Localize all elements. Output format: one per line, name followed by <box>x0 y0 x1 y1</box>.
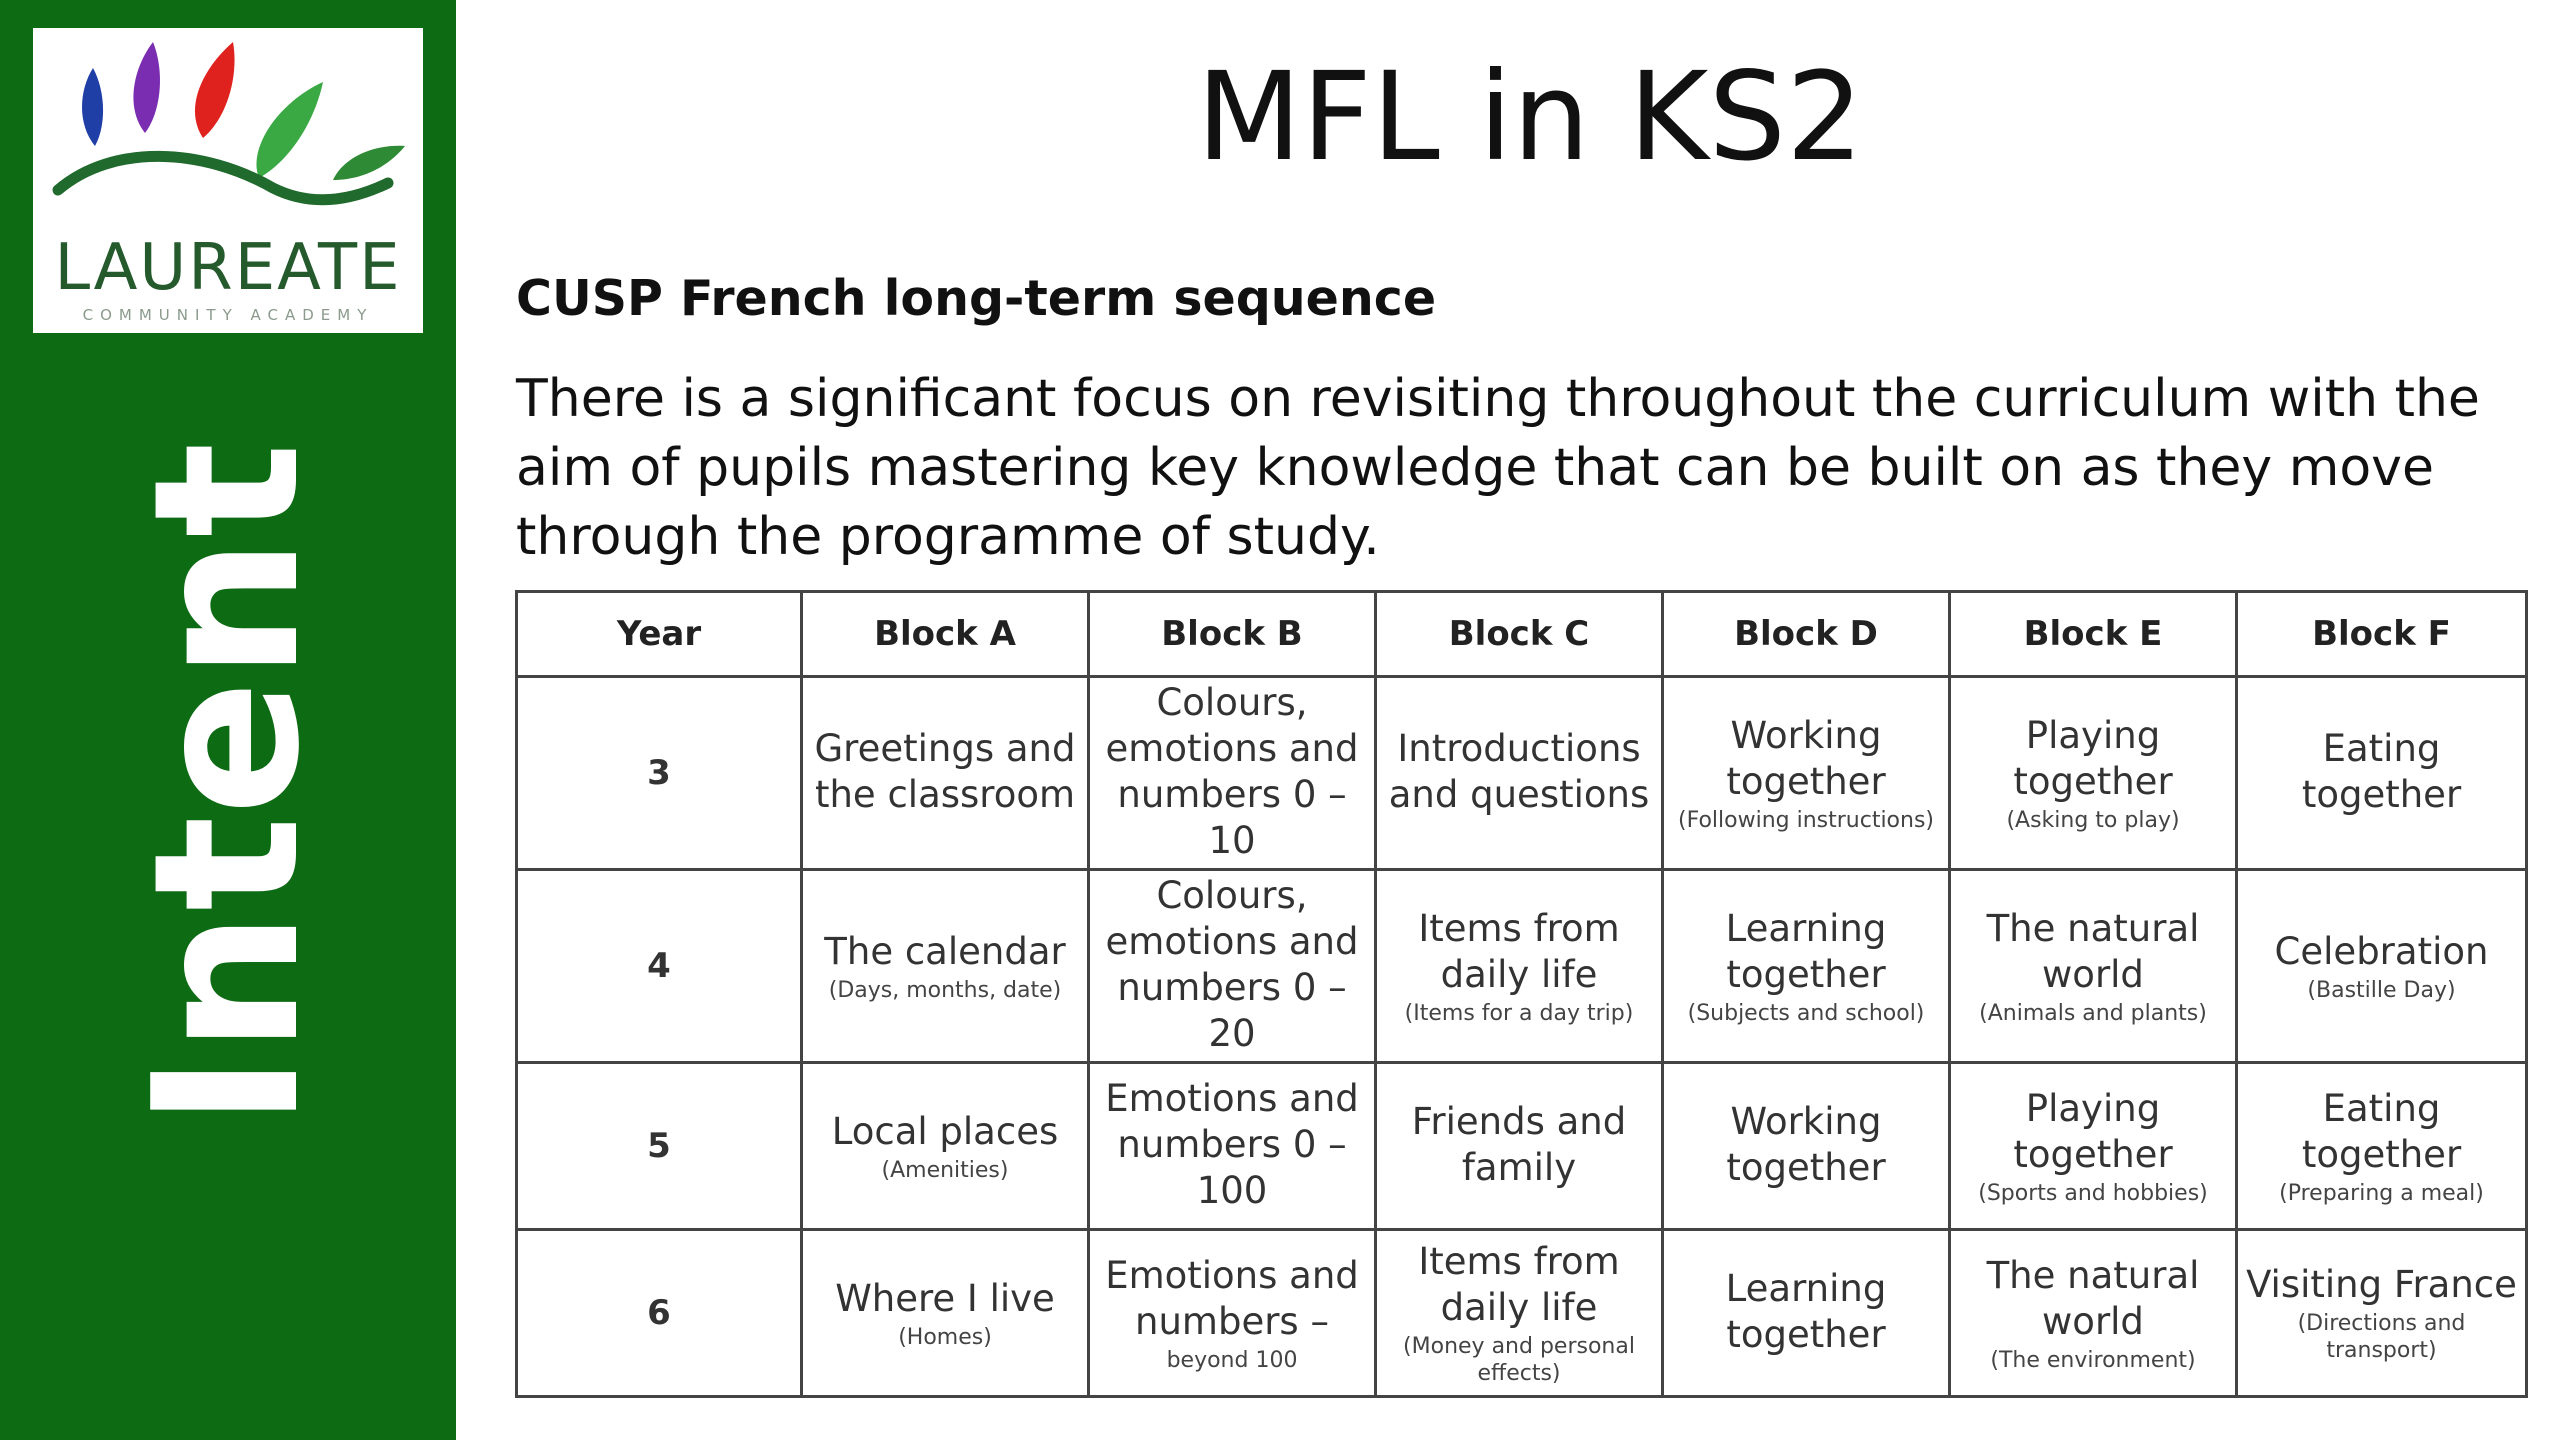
cell-title: Visiting France <box>2246 1263 2517 1306</box>
cell-note: (Subjects and school) <box>1687 1000 1925 1026</box>
year-cell: 6 <box>517 1230 802 1397</box>
year-cell: 4 <box>517 870 802 1063</box>
table-cell <box>1663 1063 1950 1230</box>
page-title: MFL in KS2 <box>1196 46 1864 188</box>
header-block-f: Block F <box>2237 592 2527 677</box>
logo-subtitle: COMMUNITY ACADEMY <box>82 306 374 324</box>
school-logo <box>33 28 423 333</box>
table-cell <box>2237 870 2527 1063</box>
table-cell <box>1089 870 1376 1063</box>
cell-title: The calendar <box>824 929 1066 973</box>
table-cell <box>2237 1063 2527 1230</box>
cell-title: Working together <box>1726 1100 1886 1189</box>
cell-title: Greetings and the classroom <box>814 727 1076 816</box>
logo-wordmark: LAUREATE <box>54 231 402 305</box>
header-block-b: Block B <box>1089 592 1376 677</box>
table-cell <box>1663 1230 1950 1397</box>
table-cell <box>802 677 1089 870</box>
cell-note: (Animals and plants) <box>1979 1000 2207 1026</box>
table-header-row <box>517 592 2527 677</box>
cell-note: (Money and personal effects) <box>1403 1334 1635 1386</box>
cell-note: (Preparing a meal) <box>2279 1180 2484 1206</box>
table-cell <box>802 1063 1089 1230</box>
table-row <box>517 1063 2527 1230</box>
header-block-a: Block A <box>802 592 1089 677</box>
table-cell <box>2237 677 2527 870</box>
cell-title: Colours, emotions and numbers 0 – 20 <box>1105 874 1359 1055</box>
cell-title: Colours, emotions and numbers 0 – 10 <box>1105 681 1359 862</box>
cell-title: Celebration <box>2274 929 2489 973</box>
table-cell <box>802 1230 1089 1397</box>
cell-note: (Following instructions) <box>1677 807 1935 833</box>
year-cell: 5 <box>517 1063 802 1230</box>
cell-title: Where I live <box>835 1276 1055 1320</box>
table-cell <box>2237 1230 2527 1397</box>
cell-note: (Homes) <box>898 1324 992 1350</box>
cell-note: (Asking to play) <box>2006 807 2180 833</box>
table-cell <box>802 870 1089 1063</box>
sidebar <box>0 0 456 1440</box>
header-block-e: Block E <box>1950 592 2237 677</box>
cell-title: Learning together <box>1725 906 1887 996</box>
table-cell <box>1376 677 1663 870</box>
table-cell <box>1089 677 1376 870</box>
table-cell <box>1950 1063 2237 1230</box>
sequence-table <box>515 590 2528 1398</box>
cell-note: (Bastille Day) <box>2307 977 2456 1003</box>
header-year: Year <box>517 592 802 677</box>
cell-title: Introductions and questions <box>1388 727 1650 816</box>
cell-note: (Items for a day trip) <box>1404 1000 1634 1026</box>
cell-note: (Days, months, date) <box>828 977 1062 1003</box>
cell-title: Emotions and numbers – <box>1105 1253 1359 1343</box>
cell-title: Eating together <box>2301 1086 2462 1176</box>
leaves-logo-icon <box>33 28 423 228</box>
cell-title: Local places <box>831 1109 1059 1153</box>
section-subtitle: CUSP French long-term sequence <box>516 270 1437 327</box>
cell-title: Playing together <box>2013 713 2173 803</box>
table-cell <box>1376 1230 1663 1397</box>
cell-title: Friends and family <box>1411 1100 1627 1189</box>
cell-title: Learning together <box>1725 1267 1887 1356</box>
table-cell <box>1950 677 2237 870</box>
year-cell: 3 <box>517 677 802 870</box>
cell-note: beyond 100 <box>1166 1347 1298 1373</box>
cell-note: (Amenities) <box>881 1157 1009 1183</box>
table-cell <box>1950 870 2237 1063</box>
cell-title: Emotions and numbers 0 – 100 <box>1105 1077 1359 1212</box>
table-cell <box>1663 870 1950 1063</box>
intro-paragraph: There is a significant focus on revisiting throughout the curriculum with the aim of pupils mastering key knowledge that can be built on as they move through the programme of study. <box>516 369 2480 567</box>
cell-title: The natural world <box>1986 1253 2200 1343</box>
table-cell <box>1089 1230 1376 1397</box>
cell-note: (The environment) <box>1990 1347 2196 1373</box>
table-row <box>517 1230 2527 1397</box>
table-row <box>517 870 2527 1063</box>
section-label: Intent <box>111 441 344 1129</box>
header-block-d: Block D <box>1663 592 1950 677</box>
cell-note: (Directions and transport) <box>2297 1311 2466 1363</box>
table-cell <box>1376 870 1663 1063</box>
cell-note: (Sports and hobbies) <box>1978 1180 2208 1206</box>
cell-title: Items from daily life <box>1418 906 1620 996</box>
cell-title: The natural world <box>1986 906 2200 996</box>
table-cell <box>1950 1230 2237 1397</box>
table-cell <box>1089 1063 1376 1230</box>
table-cell <box>1376 1063 1663 1230</box>
cell-title: Items from daily life <box>1418 1240 1620 1329</box>
cell-title: Eating together <box>2301 727 2462 816</box>
cell-title: Playing together <box>2013 1086 2173 1176</box>
table-row <box>517 677 2527 870</box>
table-cell <box>1663 677 1950 870</box>
cell-title: Working together <box>1726 713 1886 803</box>
header-block-c: Block C <box>1376 592 1663 677</box>
